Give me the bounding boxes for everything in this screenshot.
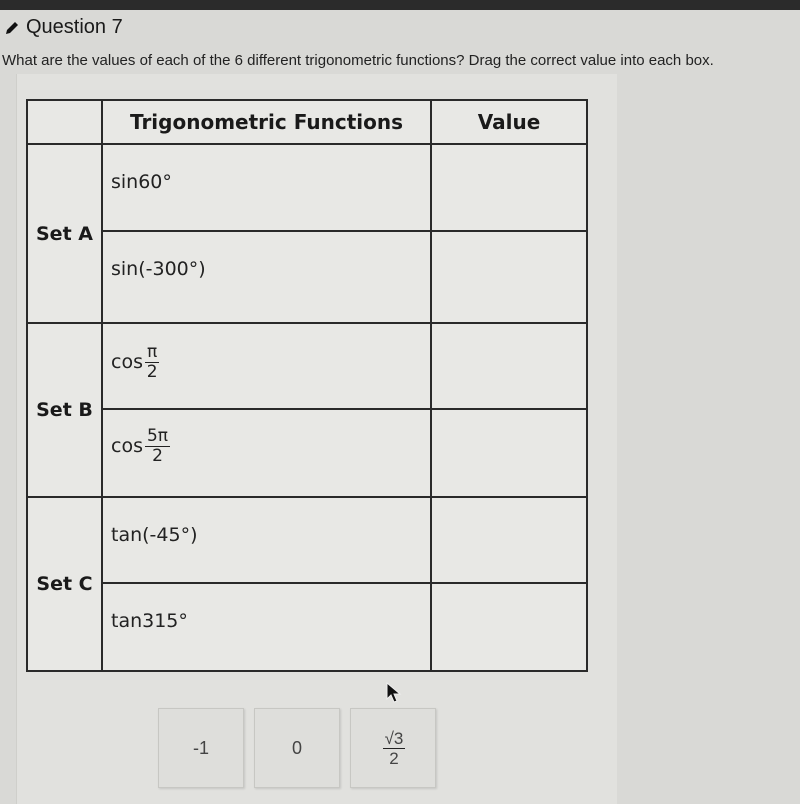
value-drop-box-6[interactable]	[431, 583, 587, 671]
value-drop-box-2[interactable]	[431, 231, 587, 323]
table-row	[27, 409, 587, 497]
pencil-icon	[4, 20, 20, 36]
fraction-numerator: 5π	[146, 426, 169, 446]
header-empty-cell	[27, 100, 102, 144]
header-functions: Trigonometric Functions	[102, 100, 431, 144]
fraction-denominator: 2	[146, 362, 158, 382]
mouse-cursor-icon	[386, 682, 402, 709]
function-tan-neg45: tan(-45°)	[111, 524, 198, 546]
func-prefix: cos	[111, 351, 143, 373]
table-header-row	[27, 100, 587, 144]
answer-tile-neg1[interactable]: -1	[158, 708, 244, 788]
answer-tile-zero[interactable]: 0	[254, 708, 340, 788]
set-c-label: Set C	[27, 497, 102, 671]
function-cell	[102, 583, 431, 671]
value-drop-box-4[interactable]	[431, 409, 587, 497]
set-a-label: Set A	[27, 144, 102, 323]
table-row	[27, 323, 587, 409]
function-cell	[102, 323, 431, 409]
answer-tile-sqrt3-over-2[interactable]	[350, 708, 436, 788]
value-drop-box-3[interactable]	[431, 323, 587, 409]
top-bar	[0, 0, 800, 10]
set-b-label: Set B	[27, 323, 102, 497]
fraction	[383, 730, 406, 767]
value-drop-box-5[interactable]	[431, 497, 587, 583]
question-title: Question 7	[26, 16, 123, 38]
trig-table	[26, 99, 588, 672]
question-header	[4, 16, 123, 39]
fraction	[145, 428, 170, 465]
function-tan315: tan315°	[111, 610, 188, 632]
fraction-denominator: 2	[152, 446, 163, 466]
func-prefix: cos	[111, 435, 143, 457]
function-cos-pi-over-2	[103, 324, 430, 381]
table-row	[27, 583, 587, 671]
table-row	[27, 144, 587, 231]
function-cell	[102, 409, 431, 497]
function-sin-neg300: sin(-300°)	[111, 258, 206, 280]
function-cell	[102, 144, 431, 231]
fraction-numerator: π	[146, 342, 158, 362]
fraction-denominator: 2	[389, 748, 399, 768]
header-value: Value	[431, 100, 587, 144]
question-text: What are the values of each of the 6 different trigonometric functions? Drag the correct value into each box.	[2, 52, 714, 69]
fraction-numerator: √3	[384, 728, 404, 748]
value-drop-box-1[interactable]	[431, 144, 587, 231]
table-row	[27, 231, 587, 323]
function-cell	[102, 497, 431, 583]
function-cell	[102, 231, 431, 323]
function-sin60: sin60°	[111, 171, 172, 193]
function-cos-5pi-over-2	[103, 410, 430, 465]
table-row	[27, 497, 587, 583]
fraction	[145, 344, 159, 381]
